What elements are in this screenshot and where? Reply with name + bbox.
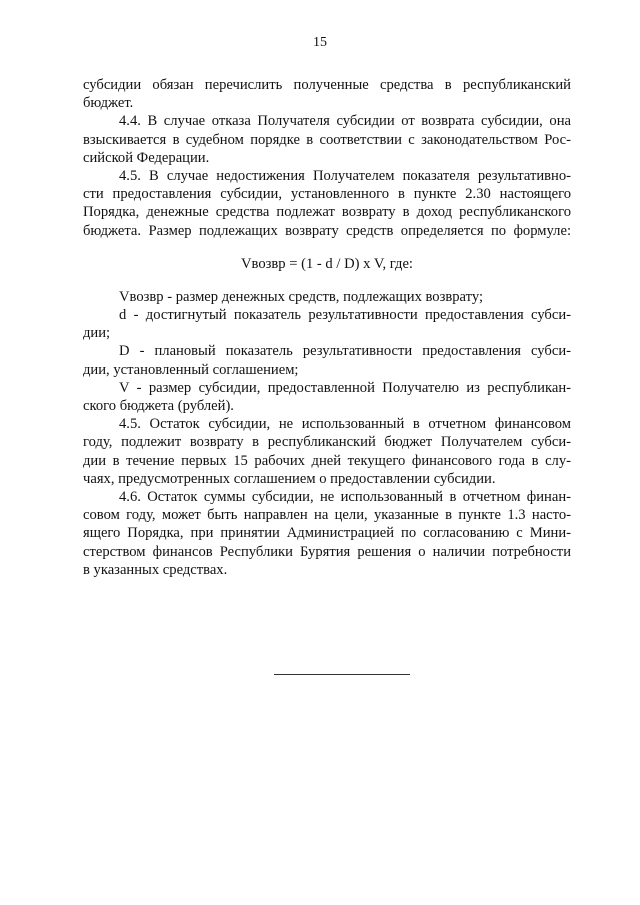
text-line: Порядка, денежные средства подлежат возврату в доход республиканского <box>83 204 571 221</box>
text-line: взыскивается в судебном порядке в соответствии с законодательством Рос- <box>83 131 571 148</box>
text-line: дии, установленный соглашением; <box>83 361 299 378</box>
text-line: 4.5. Остаток субсидии, не использованный в отчетном финансовом <box>119 416 571 433</box>
text-line: дии в течение первых 15 рабочих дней текущего финансового года в слу- <box>83 452 571 469</box>
text-line: 4.5. В случае недостижения Получателем показателя результативно- <box>119 167 571 184</box>
definition-d-planned <box>83 342 571 378</box>
text-line: совом году, может быть направлен на цели, указанные в пункте 1.3 насто- <box>83 507 571 524</box>
paragraph-4-4 <box>83 112 571 167</box>
text-line: году, подлежит возврату в республиканский бюджет Получателем субси- <box>83 434 571 451</box>
text-line: субсидии обязан перечислить полученные средства в республиканский <box>83 77 571 93</box>
text-line: чаях, предусмотренных соглашением о предоставлении субсидии. <box>83 470 496 487</box>
paragraph-4-5-second <box>83 415 571 488</box>
text-line: стерством финансов Республики Бурятия решения о наличии потребности <box>83 543 571 560</box>
definition-v <box>83 379 571 415</box>
text-line: d - достигнутый показатель результативности предоставления субси- <box>119 307 571 324</box>
end-divider <box>274 674 410 675</box>
text-line: 4.6. Остаток суммы субсидии, не использованный в отчетном финан- <box>119 488 571 505</box>
text-line: Vвозвр - размер денежных средств, подлежащих возврату; <box>119 288 483 305</box>
definition-d-achieved <box>83 306 571 342</box>
text-line: бюджета. Размер подлежащих возврату средств определяется по формуле: <box>83 222 571 239</box>
text-line: сийской Федерации. <box>83 149 210 166</box>
formula: Vвозвр = (1 - d / D) x V, где: <box>241 255 413 272</box>
text-line: ящего Порядка, при принятии Администрацией по согласованию с Мини- <box>83 525 571 542</box>
text-line: бюджет. <box>83 95 134 112</box>
text-line: сти предоставления субсидии, установленного в пункте 2.30 настоящего <box>83 186 571 203</box>
text-line: 4.4. В случае отказа Получателя субсидии от возврата субсидии, она <box>119 113 571 130</box>
text-line: V - размер субсидии, предоставленной Получателю из республикан- <box>119 379 571 396</box>
text-line: в указанных средствах. <box>83 561 228 578</box>
paragraph-4-6 <box>83 488 571 579</box>
page-number: 15 <box>313 35 327 50</box>
text-line: ского бюджета (рублей). <box>83 398 234 414</box>
text-line: дии; <box>83 325 111 342</box>
paragraph-continuation <box>83 76 571 112</box>
definition-vvozvr <box>83 288 571 306</box>
paragraph-4-5-first <box>83 167 571 240</box>
document-body <box>83 76 571 579</box>
text-line: D - плановый показатель результативности предоставления субси- <box>119 343 571 360</box>
